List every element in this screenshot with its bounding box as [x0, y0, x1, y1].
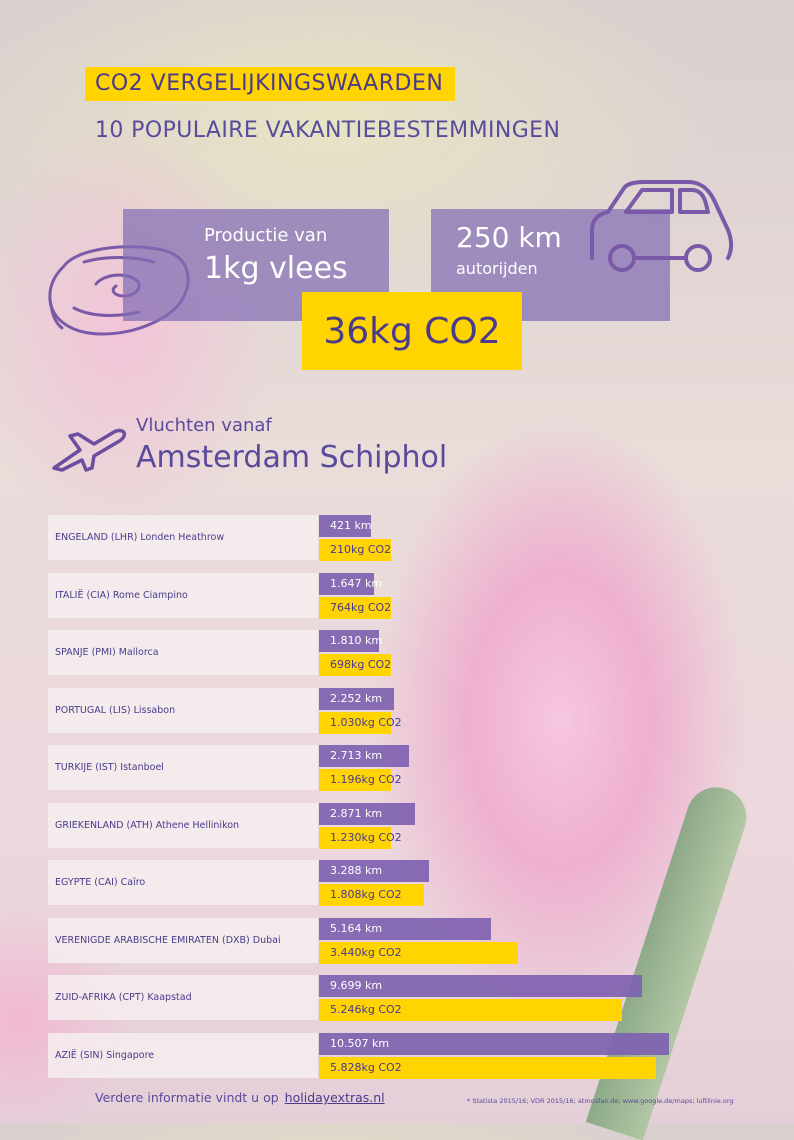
co2-bar: 764kg CO2: [319, 597, 391, 619]
distance-bar: 1.810 km: [319, 630, 379, 652]
distance-bar: 1.647 km: [319, 573, 374, 595]
destination-label: PORTUGAL (LIS) Lissabon: [48, 688, 318, 733]
flights-subheading: Vluchten vanaf: [136, 415, 272, 436]
co2-equivalent: 36kg CO2: [302, 292, 522, 370]
distance-bar: 2.713 km: [319, 745, 409, 767]
meat-line1: Productie van: [204, 225, 328, 246]
co2-bar: 210kg CO2: [319, 539, 391, 561]
car-line2: autorijden: [456, 259, 538, 278]
sources-note: * Statista 2015/16; VDR 2015/16; atmosfair.de; www.google.de/maps; luftlinie.org: [467, 1097, 734, 1105]
destination-label: ITALIË (CIA) Rome Ciampino: [48, 573, 318, 618]
distance-bar: 2.252 km: [319, 688, 394, 710]
footer-link[interactable]: holidayextras.nl: [284, 1090, 385, 1105]
destination-label: SPANJE (PMI) Mallorca: [48, 630, 318, 675]
co2-bar: 1.196kg CO2: [319, 769, 391, 791]
co2-bar: 698kg CO2: [319, 654, 391, 676]
page-title: CO2 VERGELIJKINGSWAARDEN: [85, 67, 455, 101]
tulip-stem: [586, 780, 754, 1140]
footer: [95, 1090, 385, 1105]
distance-bar: 10.507 km: [319, 1033, 669, 1055]
co2-bar: 5.246kg CO2: [319, 999, 622, 1021]
distance-bar: 421 km: [319, 515, 371, 537]
destination-label: AZIË (SIN) Singapore: [48, 1033, 318, 1078]
destination-label: GRIEKENLAND (ATH) Athene Hellinikon: [48, 803, 318, 848]
co2-bar: 5.828kg CO2: [319, 1057, 656, 1079]
destination-label: ZUID-AFRIKA (CPT) Kaapstad: [48, 975, 318, 1020]
distance-bar: 5.164 km: [319, 918, 491, 940]
footer-text: Verdere informatie vindt u op: [95, 1090, 279, 1105]
destination-label: EGYPTE (CAI) Caïro: [48, 860, 318, 905]
co2-bar: 3.440kg CO2: [319, 942, 518, 964]
destination-label: TURKIJE (IST) Istanboel: [48, 745, 318, 790]
distance-bar: 2.871 km: [319, 803, 415, 825]
co2-bar: 1.808kg CO2: [319, 884, 424, 906]
plane-icon: [50, 428, 128, 472]
destination-label: ENGELAND (LHR) Londen Heathrow: [48, 515, 318, 560]
distance-bar: 3.288 km: [319, 860, 429, 882]
distance-bar: 9.699 km: [319, 975, 642, 997]
meat-line2: 1kg vlees: [204, 251, 348, 286]
car-distance: 250 km: [456, 221, 562, 254]
co2-bar: 1.230kg CO2: [319, 827, 391, 849]
co2-bar: 1.030kg CO2: [319, 712, 391, 734]
car-icon: [584, 178, 736, 278]
destination-label: VERENIGDE ARABISCHE EMIRATEN (DXB) Dubai: [48, 918, 318, 963]
flights-heading: Amsterdam Schiphol: [136, 440, 448, 475]
page-subtitle: 10 POPULAIRE VAKANTIEBESTEMMINGEN: [95, 118, 561, 143]
